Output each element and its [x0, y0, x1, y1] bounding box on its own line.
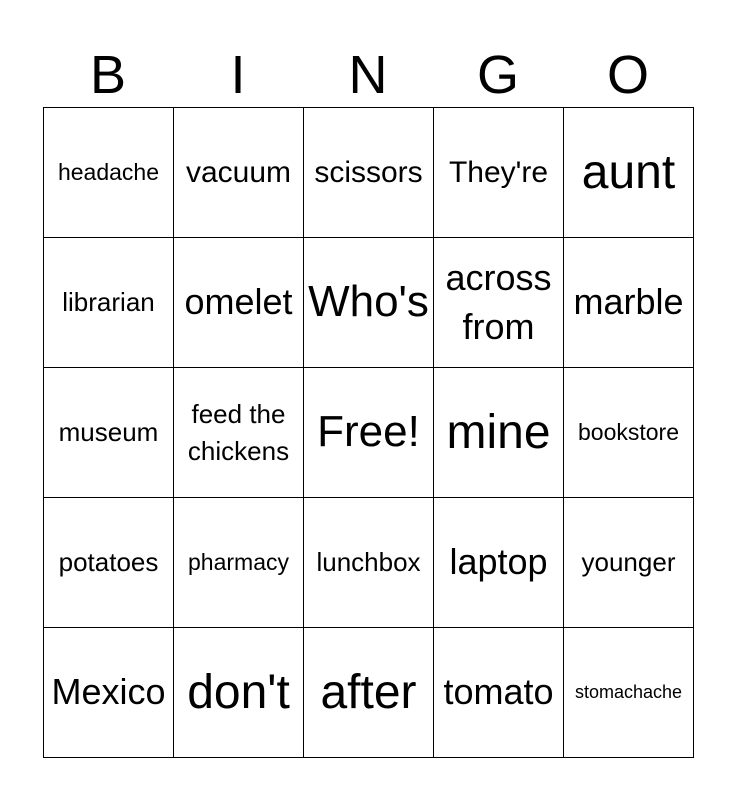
- bingo-cell: pharmacy: [174, 498, 304, 628]
- bingo-cell: don't: [174, 628, 304, 758]
- bingo-cell: Who's: [304, 238, 434, 368]
- bingo-cell: younger: [564, 498, 694, 628]
- bingo-cell: aunt: [564, 108, 694, 238]
- bingo-cell: across from: [434, 238, 564, 368]
- header-letter-i: I: [230, 45, 246, 105]
- bingo-cell: bookstore: [564, 368, 694, 498]
- bingo-cell: tomato: [434, 628, 564, 758]
- bingo-cell: after: [304, 628, 434, 758]
- bingo-cell: mine: [434, 368, 564, 498]
- header-letter-g: G: [476, 45, 519, 105]
- bingo-cell: potatoes: [44, 498, 174, 628]
- bingo-cell: lunchbox: [304, 498, 434, 628]
- header-letter-n: N: [348, 45, 388, 105]
- bingo-cell: They're: [434, 108, 564, 238]
- free-space: Free!: [304, 368, 434, 498]
- bingo-cell: omelet: [174, 238, 304, 368]
- bingo-cell: scissors: [304, 108, 434, 238]
- bingo-cell: museum: [44, 368, 174, 498]
- bingo-cell: librarian: [44, 238, 174, 368]
- bingo-cell: Mexico: [44, 628, 174, 758]
- bingo-cell: marble: [564, 238, 694, 368]
- bingo-board: [43, 107, 694, 758]
- header-letter-o: O: [606, 45, 649, 105]
- bingo-cell: laptop: [434, 498, 564, 628]
- bingo-cell: headache: [44, 108, 174, 238]
- bingo-cell: vacuum: [174, 108, 304, 238]
- bingo-cell: feed the chickens: [174, 368, 304, 498]
- header-letter-b: B: [89, 45, 127, 105]
- bingo-cell: stomachache: [564, 628, 694, 758]
- bingo-header: [43, 44, 693, 106]
